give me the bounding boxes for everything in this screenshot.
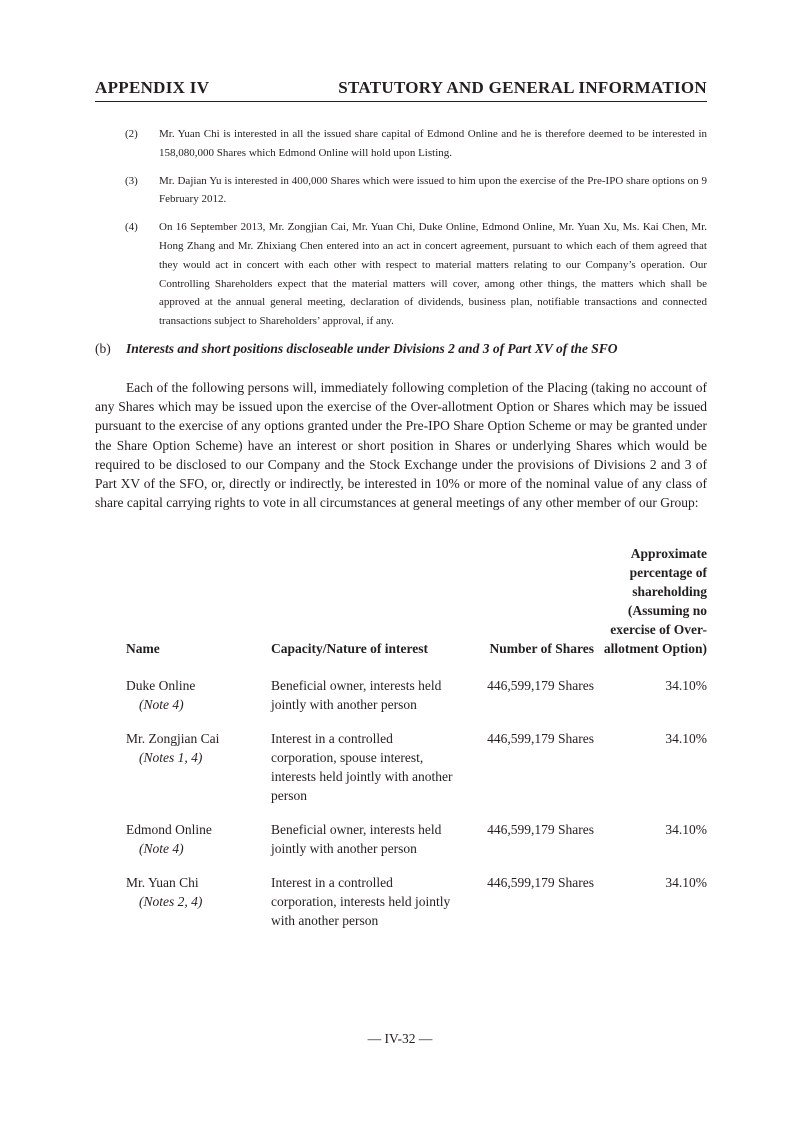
holder-name: Edmond Online xyxy=(126,822,212,837)
note-reference: (Note 4) xyxy=(139,841,184,856)
table-row xyxy=(126,676,707,714)
page-number: — IV-32 — xyxy=(367,1031,433,1046)
header-name: Name xyxy=(126,641,160,656)
footnote-3 xyxy=(125,172,707,210)
header-number: Number of Shares xyxy=(489,641,594,656)
header-rule xyxy=(95,101,707,102)
table-row xyxy=(126,729,707,805)
percentage-cell: 34.10% xyxy=(665,822,707,837)
footnote-text: Mr. Dajian Yu is interested in 400,000 Shares which were issued to him upon the exercise of the Pre-IPO share options on 9 February 2012. xyxy=(159,174,707,206)
footnote-text: On 16 September 2013, Mr. Zongjian Cai, Mr. Yuan Chi, Duke Online, Edmond Online, Mr. Yuan Xu, Ms. Kai Chen, Mr. Hong Zhang and Mr. Zhixiang Chen entered into an act in concert agreement, pursuant to which each of them agreed that they would act in concert with each other with respect to material matters relating to our Company’s operation. Our Controlling Shareholders expect that the material matters will cover, among other things, the matters which shall be approved at the annual general meeting, declaration of dividends, business plan, notifiable transactions and connected transactions subject to Shareholders’ approval, if any. xyxy=(159,221,707,328)
header-percentage: Approximate percentage of shareholding (Assuming no exercise of Over-allotment Option) xyxy=(603,546,707,656)
number-cell: 446,599,179 Shares xyxy=(487,731,594,746)
page-header xyxy=(95,78,707,98)
note-reference: (Notes 1, 4) xyxy=(139,750,203,765)
table-row xyxy=(126,820,707,858)
footnote-2 xyxy=(125,125,707,163)
section-title: Interests and short positions discloseable under Divisions 2 and 3 of Part XV of the SFO xyxy=(126,341,618,356)
section-b-heading xyxy=(95,341,707,357)
number-cell: 446,599,179 Shares xyxy=(487,875,594,890)
appendix-label: APPENDIX IV xyxy=(95,78,210,97)
body-paragraph: Each of the following persons will, immediately following completion of the Placing (taking no account of any Shares which may be issued upon the exercise of the Over-allotment Option or Shares which may be issued pursuant to the exercise of any options granted under the Pre-IPO Share Option Scheme or may be granted under the Share Option Scheme) have an interest or short position in Shares or underlying Shares which would be required to be disclosed to our Company and the Stock Exchange under the provisions of Divisions 2 and 3 of Part XV of the SFO, or, directly or indirectly, be interested in 10% or more of the nominal value of any class of share capital carrying rights to vote in all circumstances at general meetings of any other member of our Group: xyxy=(95,380,707,511)
footnote-4 xyxy=(125,218,707,331)
capacity-cell: Interest in a controlled corporation, interests held jointly with another person xyxy=(271,875,451,928)
capacity-cell: Beneficial owner, interests held jointly with another person xyxy=(271,822,442,856)
holder-name: Duke Online xyxy=(126,678,196,693)
section-letter: (b) xyxy=(95,341,111,356)
table-header xyxy=(126,544,707,658)
percentage-cell: 34.10% xyxy=(665,875,707,890)
percentage-cell: 34.10% xyxy=(665,678,707,693)
number-cell: 446,599,179 Shares xyxy=(487,822,594,837)
table-row xyxy=(126,873,707,930)
footnote-number: (4) xyxy=(125,221,138,234)
note-reference: (Note 4) xyxy=(139,697,184,712)
note-reference: (Notes 2, 4) xyxy=(139,894,203,909)
footnote-number: (3) xyxy=(125,174,138,187)
number-cell: 446,599,179 Shares xyxy=(487,678,594,693)
capacity-cell: Interest in a controlled corporation, spouse interest, interests held jointly with another person xyxy=(271,731,453,803)
section-heading: STATUTORY AND GENERAL INFORMATION xyxy=(338,78,707,97)
holder-name: Mr. Zongjian Cai xyxy=(126,731,220,746)
footnote-text: Mr. Yuan Chi is interested in all the issued share capital of Edmond Online and he is therefore deemed to be interested in 158,080,000 Shares which Edmond Online will hold upon Listing. xyxy=(159,128,707,159)
holder-name: Mr. Yuan Chi xyxy=(126,875,199,890)
footnote-number: (2) xyxy=(125,128,138,140)
header-capacity: Capacity/Nature of interest xyxy=(271,641,428,656)
footnotes xyxy=(125,125,707,340)
capacity-cell: Beneficial owner, interests held jointly with another person xyxy=(271,678,442,712)
percentage-cell: 34.10% xyxy=(665,731,707,746)
shareholding-table xyxy=(126,544,707,945)
